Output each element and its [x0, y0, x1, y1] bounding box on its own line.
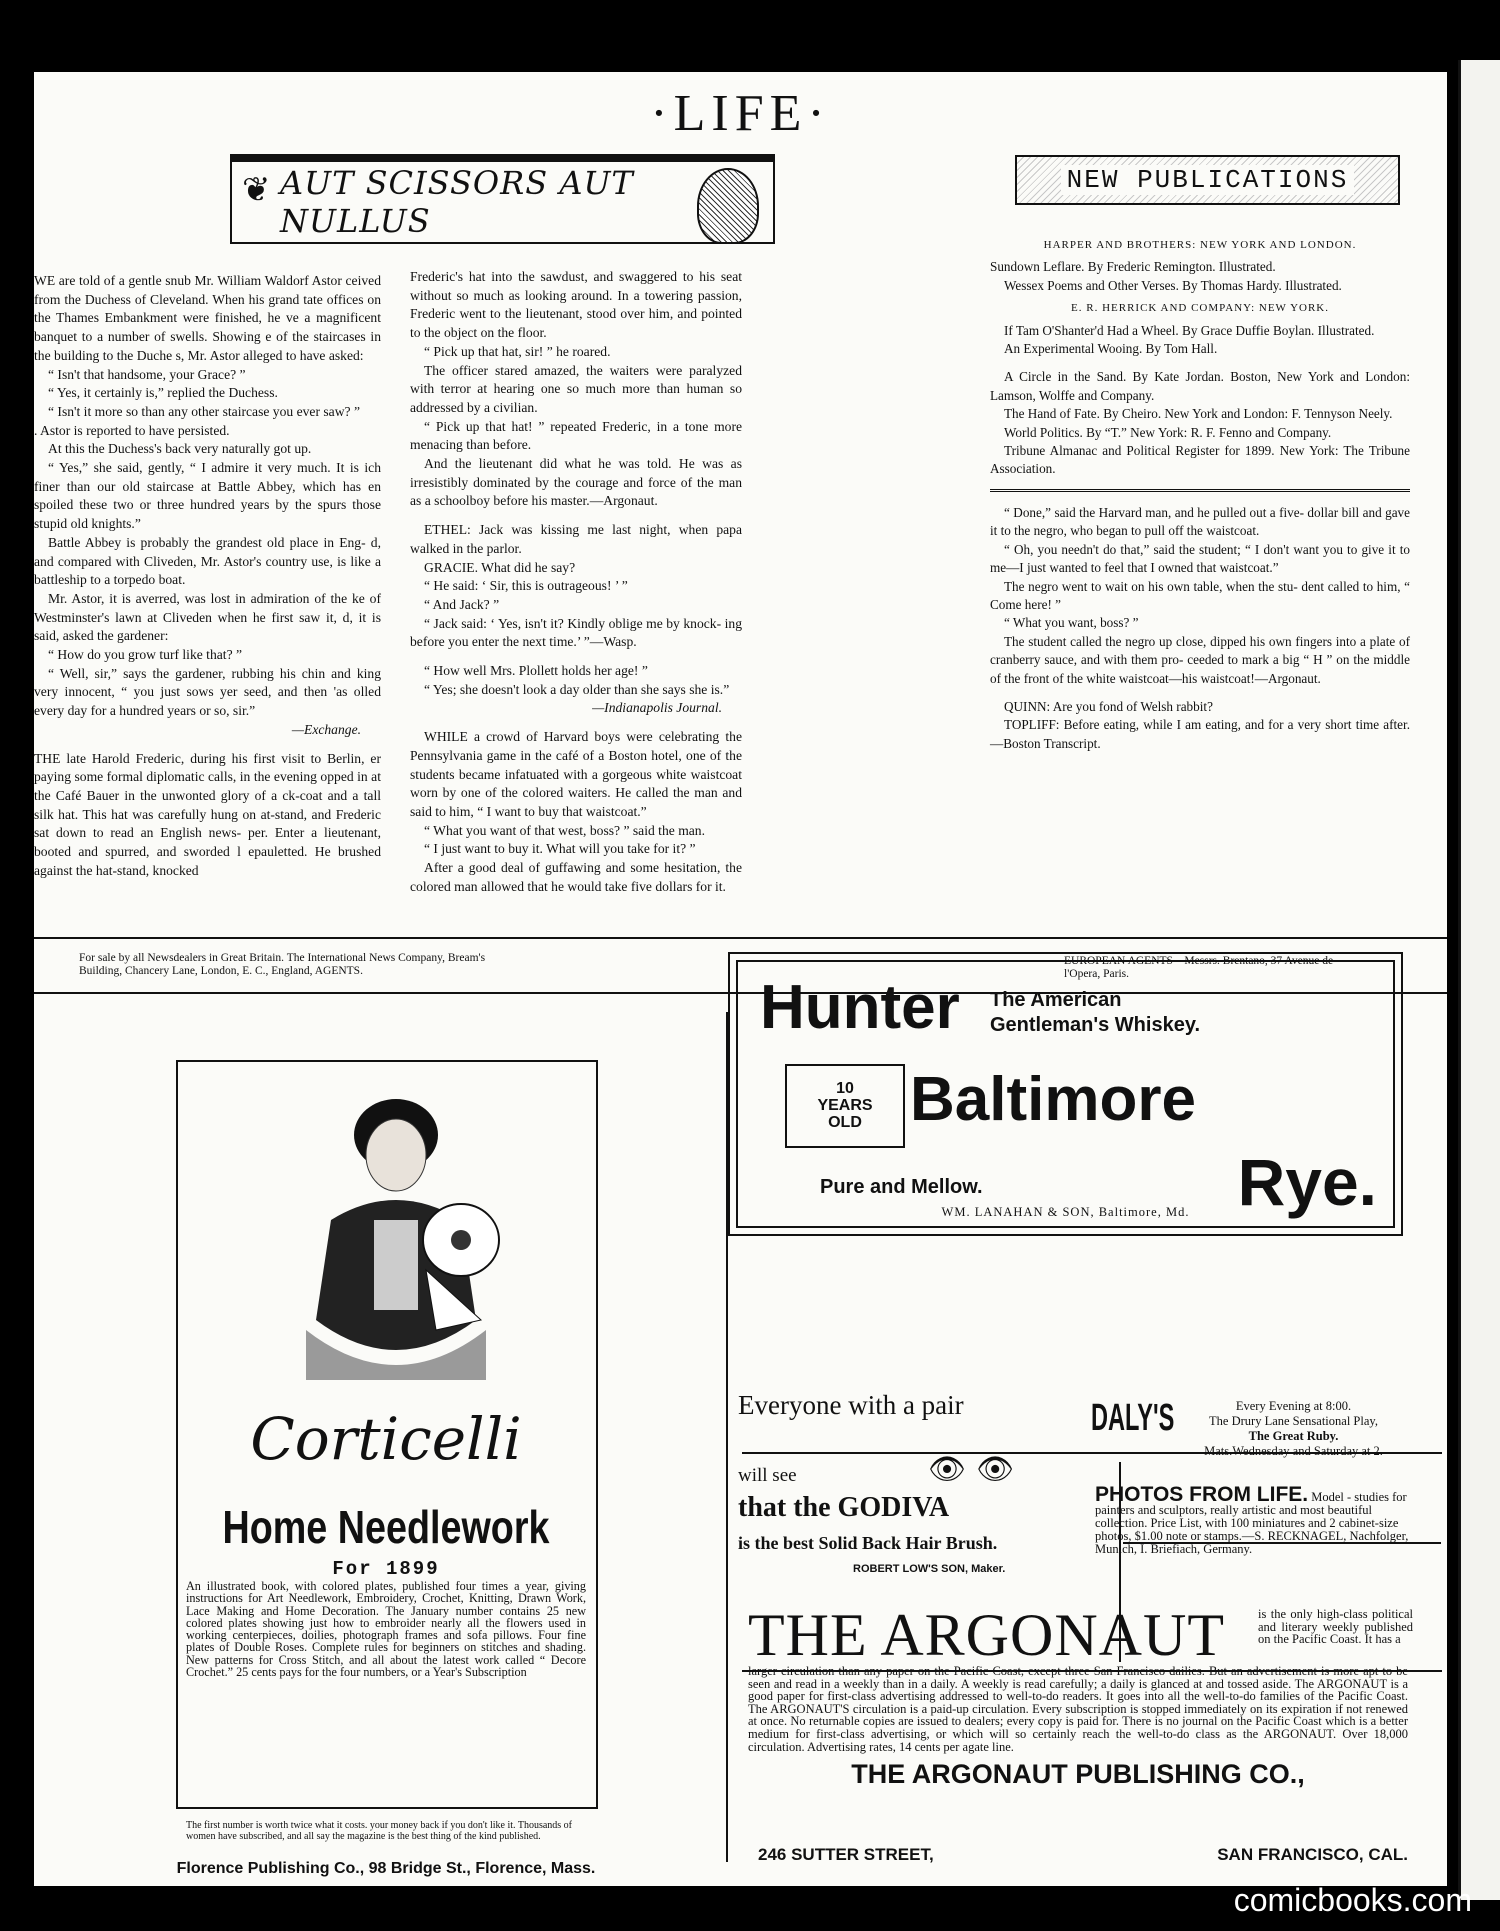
ad-body: Model - studies for painters and sculptors, really artistic and most beautiful collection. Price List, with 100 miniatures and 2 cabinet-size photos, $1.00 note or stamps.—S. RECKNAGEL, Nachfolger, Munich, I. Briefiach, Germany.: [1095, 1490, 1409, 1556]
publisher-heading: E. R. HERRICK AND COMPANY: NEW YORK.: [1071, 302, 1329, 315]
masthead: ·LIFE·: [650, 85, 831, 142]
listing: World Politics. By “T.” New York: R. F. Fenno and Company.: [1004, 424, 1332, 440]
brand-name: Hunter: [760, 973, 960, 1042]
brand-name: Corticelli: [250, 1405, 522, 1473]
ornament-icon: ❦: [242, 172, 271, 209]
listing: If Tam O'Shanter'd Had a Wheel. By Grace Duffie Boylan. Illustrated.: [1004, 322, 1375, 338]
column-2: [410, 268, 742, 897]
publication-name: THE ARGONAUT: [748, 1602, 1225, 1668]
column-3: [990, 232, 1410, 753]
paragraph: “ Yes,” she said, gently, “ I admire it very much. It is ich finer than our old staircase at Battle Abbey, which has en spoiled these two or three hundred years by the spurs those stupid old knights.”: [34, 460, 381, 532]
paragraph: “ Well, sir,” says the gardener, rubbing his chin and king very innocent, “ you just sows yer seed, and then 'as olled every day for a hundred years or so, sir.”: [34, 665, 381, 719]
show-info: Every Evening at 8:00. The Drury Lane Sensational Play, The Great Ruby. Mats.Wednesday and Saturday at 2.: [1204, 1399, 1383, 1458]
paragraph: The officer stared amazed, the waiters were paralyzed with terror at hearing one so much more than human so addressed by a civilian.: [410, 362, 742, 415]
dalys-theatre-ad: [1089, 1395, 1409, 1465]
column-heading: AUT SCISSORS AUT NULLUS: [280, 164, 634, 240]
paragraph: Mr. Astor, it is averred, was lost in admiration of the ke of Westminster's lawn at Cliveden when he first saw it, d, it is said, asked the gardener:: [34, 590, 381, 644]
paragraph: “ Jack said: ‘ Yes, isn't it? Kindly oblige me by knock- ing before you enter the next time.’ ”—Wasp.: [410, 615, 742, 650]
ad-line: that the GODIVA: [738, 1492, 950, 1523]
paragraph: THE late Harold Frederic, during his first visit to Berlin, er paying some formal diplomatic calls, in the evening opped in at the Café Bauer in the unwonted glory of a ck-coat and a tall silk hat. This hat was carefully hung on at-stand, and Frederic sat down to read an English news- per. Enter a lieutenant, booted and spurred, and sworded l epauletted. He brushed against the hat-stand, knocked: [34, 750, 381, 878]
theatre-name: DALY'S: [1091, 1397, 1175, 1439]
maker: WM. LANAHAN & SON, Baltimore, Md.: [941, 1205, 1190, 1219]
source-credit: —Exchange.: [291, 721, 361, 737]
paragraph: Frederic's hat into the sawdust, and swaggered to his seat without so much as looking around. In a towering passion, Frederic went to the lieutenant, stood over him, and pointed to the object on the floor.: [410, 269, 742, 341]
company-name: THE ARGONAUT PUBLISHING CO.,: [851, 1759, 1305, 1790]
paragraph: “ Isn't that handsome, your Grace? ”: [48, 366, 246, 382]
product-claim: Pure and Mellow.: [820, 1176, 983, 1198]
paragraph: WE are told of a gentle snub Mr. William Waldorf Astor ceived from the Duchess of Cleveland. When his grand tate offices on the Thames Embankment were finished, he ve a magnificent banquet to a number of swells. Showing e of the staircases in the building to the Duche s, Mr. Astor alleged to have asked:: [34, 273, 381, 363]
ad-year: For 1899: [332, 1558, 440, 1580]
paragraph: QUINN: Are you fond of Welsh rabbit?: [1004, 698, 1213, 714]
ad-name: PHOTOS FROM LIFE.: [1095, 1483, 1309, 1506]
hunter-whiskey-ad: [728, 952, 1403, 1236]
portrait-illustration: [697, 168, 759, 244]
paragraph: The negro went to wait on his own table, when the stu- dent called to him, “ Come here! ”: [990, 578, 1410, 612]
paragraph: “ Isn't it more so than any other staircase you ever saw? ”: [48, 403, 360, 419]
adjacent-page-edge: [1458, 60, 1500, 1900]
ad-publisher: Florence Publishing Co., 98 Bridge St., Florence, Mass.: [176, 1860, 596, 1877]
paragraph: “ Oh, you needn't do that,” said the student; “ I don't want you to give it to me—I just wanted to feel that I owned that waistcoat.”: [990, 541, 1410, 576]
paragraph: “ I just want to buy it. What will you take for it? ”: [424, 841, 696, 857]
paragraph: ETHEL: Jack was kissing me last night, when papa walked in the parlor.: [410, 522, 742, 556]
ad-side-text: is the only high-class political and literary weekly published on the Pacific Coast. It has a: [1258, 1607, 1413, 1646]
ad-line: Everyone with a pair: [738, 1390, 964, 1420]
paragraph: “ How well Mrs. Plollett holds her age! ”: [424, 663, 648, 679]
publisher-heading: HARPER AND BROTHERS: NEW YORK AND LONDON.: [1043, 239, 1357, 251]
age-badge: 10 YEARS OLD: [785, 1064, 905, 1148]
eyes-icon: 👁👁: [928, 1453, 1025, 1486]
paragraph: And the lieutenant did what he was told. He was as irresistibly dominated by the courage and force of the man as a schoolboy before his master.—Argonaut.: [410, 456, 742, 509]
argonaut-ad: [748, 1602, 1413, 1864]
paragraph: Battle Abbey is probably the grandest old place in Eng- d, and compared with Cliveden, Mr. Astor's country use, is like a battleship to a torpedo boat.: [34, 534, 381, 588]
paragraph: “ He said: ‘ Sir, this is outrageous! ’ ”: [424, 578, 628, 594]
paragraph: GRACIE. What did he say?: [424, 559, 576, 575]
godiva-brush-ad: [738, 1390, 1083, 1590]
product-type: Rye.: [1237, 1145, 1377, 1219]
divider: [990, 489, 1410, 492]
paragraph: “ Pick up that hat, sir! ” he roared.: [424, 343, 611, 359]
ad-title: Home Needlework: [222, 1501, 550, 1553]
column-heading-banner: [230, 154, 775, 244]
listing: An Experimental Wooing. By Tom Hall.: [1004, 341, 1218, 357]
agents-notice: For sale by all Newsdealers in Great Britain. The International News Company, Bream's Building, Chancery Lane, London, E. C., England, AGENTS.: [79, 952, 486, 977]
paragraph: “ What you want, boss? ”: [1004, 615, 1139, 631]
paragraph: WHILE a crowd of Harvard boys were celebrating the Pennsylvania game in the café of a Boston hotel, one of the students became infatuated with a gorgeous white waistcoat worn by one of the colored waiters. He called the man and said to him, “ I want to buy that waistcoat.”: [410, 729, 742, 819]
paragraph: “ Yes; she doesn't look a day older than she says she is.”: [424, 681, 730, 697]
listing: Wessex Poems and Other Verses. By Thomas Hardy. Illustrated.: [1004, 277, 1342, 293]
city: SAN FRANCISCO, CAL.: [1217, 1845, 1408, 1864]
photos-from-life-ad: [1095, 1483, 1415, 1556]
paragraph: The student called the negro up close, dipped his own fingers into a plate of cranberry sauce, and with them pro- ceeded to mark a big “ H ” on the middle of the front of the white waistcoat—his waistcoat!—Argonaut.: [990, 633, 1410, 686]
ad-body: larger circulation than any paper on the Pacific Coast, except three San Francisco dailies. But an advertisement is more apt to be seen and read in a weekly than in a daily. A weekly is read carefully; a daily is glanced at and tossed aside. The ARGONAUT is a good paper for first-class advertising addressed to well-to-do readers. It goes into all the well-to-do families of the Pacific Coast. The ARGONAUT'S circulation is a paid-up circulation. Every subscription is stopped immediately on its expiration if not renewed at once. No returnable copies are issued to dealers; every copy is paid for. There is no journal on the Pacific Coast which is a better medium for first-class advertising, or which will so certainly reach the well-to-do class as the ARGONAUT. Over 18,000 circulation. Advertising rates, 14 cents per agate line.: [748, 1664, 1408, 1754]
publications-heading-banner: [1015, 155, 1400, 205]
european-agents-notice: EUROPEAN AGENTS—Messrs. Brentano, 37 Avenue de l'Opera, Paris.: [1064, 955, 1334, 980]
source-credit: —Indianapolis Journal.: [592, 700, 722, 716]
paragraph: At this the Duchess's back very naturally got up.: [48, 441, 312, 457]
maker: ROBERT LOW'S SON, Maker.: [853, 1563, 1006, 1575]
paragraph: “ Done,” said the Harvard man, and he pulled out a five- dollar bill and gave it to the negro, who began to pull off the waistcoat.: [990, 504, 1410, 539]
column-1: [34, 272, 381, 881]
ad-body: An illustrated book, with colored plates, published four times a year, giving instructions for Art Needlework, Embroidery, Crochet, Knitting, Drawn Work, Lace Making and Home Decoration. The January number contains 25 new colored plates showing just how to embroider nearly all the flowers used in working centerpieces, doilies, photograph frames and sofa pillows. Four fine plates of Double Roses. Complete rules for beginners on stitches and shading. New patterns for Cross Stitch, and all about the latest work called “ Decore Crochet.” 25 cents pays for the four numbers, or a Year's Subscription: [186, 1579, 586, 1680]
ad-line: will see: [738, 1465, 797, 1486]
paragraph: “ What you want of that west, boss? ” said the man.: [424, 822, 705, 838]
listing: Sundown Leflare. By Frederic Remington. Illustrated.: [990, 259, 1276, 275]
listing: Tribune Almanac and Political Register for 1899. New York: The Tribune Association.: [990, 443, 1410, 477]
paragraph: “ Yes, it certainly is,” replied the Duchess.: [48, 385, 278, 401]
paragraph: “ And Jack? ”: [424, 596, 500, 612]
paragraph: . Astor is reported to have persisted.: [34, 422, 230, 438]
watermark: comicbooks.com: [1233, 1882, 1472, 1918]
ad-line: is the best Solid Back Hair Brush.: [738, 1533, 998, 1553]
street-address: 246 SUTTER STREET,: [758, 1845, 934, 1864]
listing: A Circle in the Sand. By Kate Jordan. Boston, New York and London: Lamson, Wolffe and Company.: [990, 369, 1410, 403]
listing: The Hand of Fate. By Cheiro. New York and London: F. Tennyson Neely.: [1004, 406, 1393, 422]
divider: [34, 937, 1447, 939]
publications-heading: NEW PUBLICATIONS: [1061, 165, 1355, 195]
paragraph: “ How do you grow turf like that? ”: [48, 647, 243, 663]
ad-fine-print: The first number is worth twice what it costs. your money back if you don't like it. Thousands of women have subscribed, and all say the magazine is the best thing of the kind published.: [186, 1820, 572, 1842]
product-name: Baltimore: [910, 1065, 1196, 1134]
paragraph: “ Pick up that hat! ” repeated Frederic, in a tone more menacing than before.: [410, 418, 742, 453]
corticelli-ad: [176, 1060, 596, 1877]
paragraph: After a good deal of guffawing and some hesitation, the colored man allowed that he would take five dollars for it.: [410, 860, 742, 894]
paragraph: TOPLIFF: Before eating, while I am eating, and for a very short time after.—Boston Transcript.: [990, 717, 1410, 751]
tagline: The American Gentleman's Whiskey.: [990, 989, 1201, 1036]
lady-embroidery-illustration: [286, 1080, 506, 1380]
